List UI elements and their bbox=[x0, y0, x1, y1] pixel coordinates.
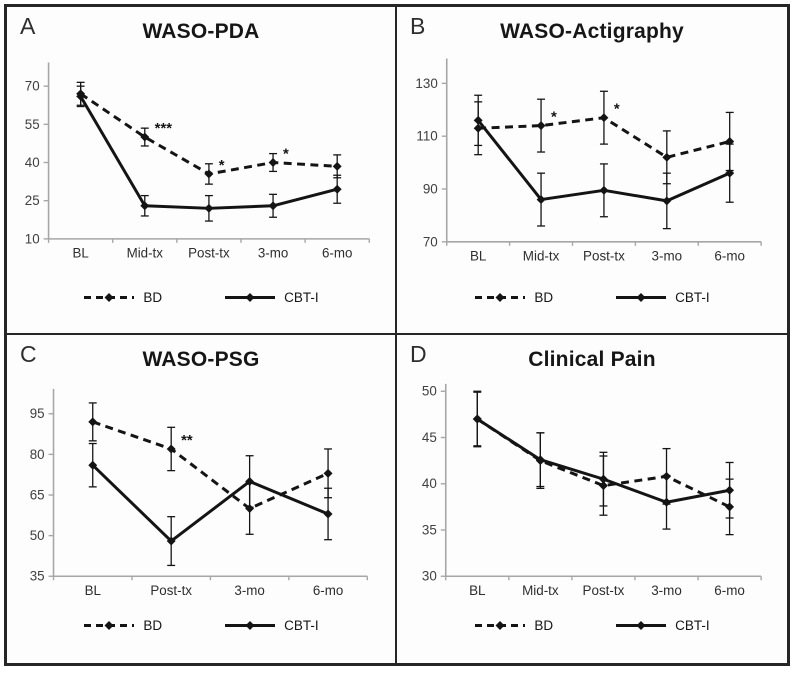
legend-label-cbti: CBT-I bbox=[675, 290, 710, 305]
svg-text:70: 70 bbox=[24, 78, 40, 94]
panel-waso-psg bbox=[7, 335, 397, 663]
cbti-solid-line-icon bbox=[615, 620, 667, 631]
panel-waso-actigraphy bbox=[397, 7, 787, 335]
svg-text:30: 30 bbox=[421, 568, 437, 584]
svg-text:Post-tx: Post-tx bbox=[583, 248, 625, 264]
svg-text:3-mo: 3-mo bbox=[257, 245, 289, 261]
figure-panel-grid bbox=[4, 4, 790, 666]
legend-item-cbti bbox=[224, 290, 319, 305]
svg-text:*: * bbox=[551, 109, 557, 126]
svg-text:Mid-tx: Mid-tx bbox=[522, 248, 560, 264]
bd-dashed-line-icon bbox=[83, 292, 135, 303]
svg-text:45: 45 bbox=[421, 429, 437, 445]
legend-label-bd: BD bbox=[143, 290, 163, 305]
cbti-solid-line-icon bbox=[615, 292, 667, 303]
svg-text:35: 35 bbox=[29, 568, 45, 584]
legend-item-bd bbox=[474, 290, 553, 305]
svg-text:65: 65 bbox=[29, 487, 45, 503]
legend-waso-pda bbox=[7, 290, 395, 305]
svg-text:40: 40 bbox=[421, 476, 437, 492]
svg-text:55: 55 bbox=[24, 116, 40, 132]
panel-title-waso-pda: WASO-PDA bbox=[142, 20, 260, 43]
legend-item-cbti bbox=[615, 290, 710, 305]
legend-waso-psg bbox=[7, 618, 395, 633]
legend-label-bd: BD bbox=[143, 618, 163, 633]
panel-waso-pda bbox=[7, 7, 397, 335]
svg-text:6-mo: 6-mo bbox=[321, 245, 353, 261]
legend-item-bd bbox=[474, 618, 553, 633]
legend-label-bd: BD bbox=[534, 618, 554, 633]
panel-clinical-pain bbox=[397, 335, 787, 663]
waso-pda-chart bbox=[7, 7, 395, 333]
svg-text:Mid-tx: Mid-tx bbox=[126, 245, 163, 261]
svg-text:6-mo: 6-mo bbox=[714, 583, 745, 599]
panel-title-waso-psg: WASO-PSG bbox=[142, 348, 260, 371]
svg-text:95: 95 bbox=[29, 406, 45, 422]
bd-dashed-line-icon bbox=[83, 620, 135, 631]
svg-text:50: 50 bbox=[29, 528, 45, 544]
bd-dashed-line-icon bbox=[474, 620, 526, 631]
panel-title-waso-actigraphy: WASO-Actigraphy bbox=[500, 20, 684, 43]
svg-text:35: 35 bbox=[421, 522, 437, 538]
panel-letter-a: A bbox=[20, 13, 36, 39]
legend-item-bd bbox=[83, 290, 162, 305]
svg-text:40: 40 bbox=[24, 154, 40, 170]
legend-label-cbti: CBT-I bbox=[284, 618, 319, 633]
svg-text:10: 10 bbox=[24, 231, 40, 247]
svg-text:3-mo: 3-mo bbox=[651, 248, 683, 264]
svg-text:80: 80 bbox=[29, 446, 45, 462]
legend-waso-actigraphy bbox=[397, 290, 787, 305]
legend-label-cbti: CBT-I bbox=[284, 290, 319, 305]
cbti-solid-line-icon bbox=[224, 292, 276, 303]
svg-text:BL: BL bbox=[469, 583, 486, 599]
svg-text:BL: BL bbox=[469, 248, 487, 264]
svg-text:130: 130 bbox=[415, 75, 438, 91]
svg-text:Mid-tx: Mid-tx bbox=[522, 583, 559, 599]
svg-text:70: 70 bbox=[422, 234, 438, 250]
svg-text:Post-tx: Post-tx bbox=[582, 583, 625, 599]
svg-text:*: * bbox=[613, 101, 620, 118]
legend-label-cbti: CBT-I bbox=[675, 618, 710, 633]
legend-item-cbti bbox=[615, 618, 710, 633]
legend-clinical-pain bbox=[397, 618, 787, 633]
svg-text:Post-tx: Post-tx bbox=[150, 583, 192, 599]
panel-letter-d: D bbox=[410, 341, 427, 367]
svg-text:*: * bbox=[282, 146, 289, 163]
svg-text:**: ** bbox=[181, 432, 193, 449]
svg-text:6-mo: 6-mo bbox=[312, 583, 344, 599]
svg-text:6-mo: 6-mo bbox=[714, 248, 745, 264]
svg-text:BL: BL bbox=[84, 583, 101, 599]
svg-text:Post-tx: Post-tx bbox=[188, 245, 230, 261]
svg-text:BL: BL bbox=[72, 245, 89, 261]
svg-text:110: 110 bbox=[416, 128, 438, 144]
svg-text:3-mo: 3-mo bbox=[234, 583, 265, 599]
svg-text:25: 25 bbox=[24, 193, 40, 209]
waso-psg-chart bbox=[7, 335, 395, 663]
cbti-solid-line-icon bbox=[224, 620, 276, 631]
svg-text:3-mo: 3-mo bbox=[651, 583, 682, 599]
legend-item-cbti bbox=[224, 618, 319, 633]
panel-letter-c: C bbox=[20, 341, 37, 367]
waso-actigraphy-chart bbox=[397, 7, 787, 333]
clinical-pain-chart bbox=[397, 335, 787, 663]
panel-title-clinical-pain: Clinical Pain bbox=[528, 348, 656, 371]
svg-text:*: * bbox=[218, 157, 225, 175]
panel-letter-b: B bbox=[410, 13, 426, 39]
bd-dashed-line-icon bbox=[474, 292, 526, 303]
legend-item-bd bbox=[83, 618, 162, 633]
svg-text:50: 50 bbox=[421, 383, 437, 399]
legend-label-bd: BD bbox=[534, 290, 554, 305]
svg-text:***: *** bbox=[154, 121, 173, 138]
svg-text:90: 90 bbox=[422, 181, 438, 197]
